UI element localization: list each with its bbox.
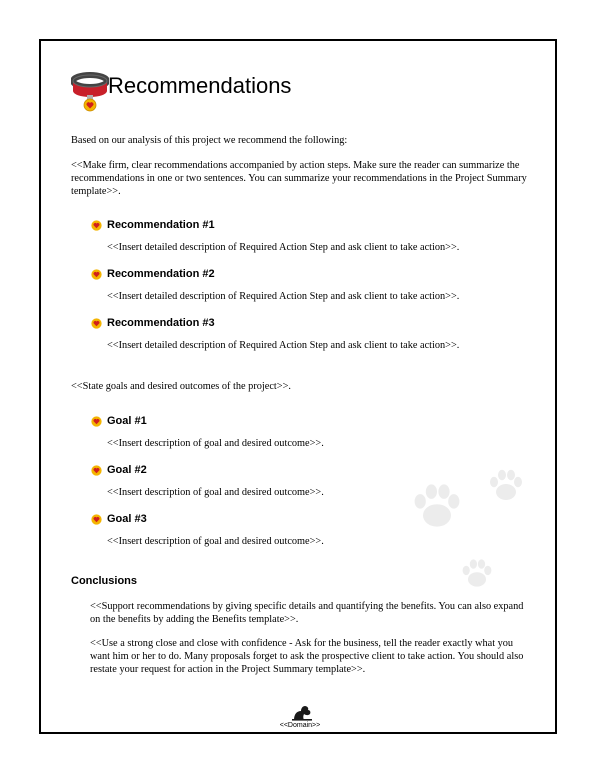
dog-bone-logo-icon (290, 705, 314, 721)
goal-title: Goal #2 (107, 464, 147, 476)
recommendation-description: <<Insert detailed description of Required Action Step and ask client to take action>>. (107, 291, 460, 302)
goal-description: <<Insert description of goal and desired outcome>>. (107, 487, 324, 498)
instruction-paragraph: <<Make firm, clear recommendations accompanied by action steps. Make sure the reader can summarize the recommendations in one or two sentences. You can summarize your recommendations in the Project Summary template>>. (71, 160, 527, 197)
document-page (39, 39, 557, 734)
recommendation-description: <<Insert detailed description of Required Action Step and ask client to take action>>. (107, 242, 460, 253)
paw-print-icon (459, 556, 495, 592)
goals-intro-paragraph: <<State goals and desired outcomes of the project>>. (71, 381, 291, 392)
conclusions-paragraph: <<Support recommendations by giving specific details and quantifying the benefits. You can also expand on the benefits by adding the Benefits template>>. (90, 601, 524, 625)
goal-title: Goal #3 (107, 513, 147, 525)
paw-print-icon (486, 466, 526, 506)
heart-bullet-icon (91, 416, 102, 427)
heart-bullet-icon (91, 514, 102, 525)
conclusions-heading: Conclusions (71, 575, 138, 587)
conclusions-paragraph: <<Use a strong close and close with confidence - Ask for the business, tell the reader exactly what you want him or her to do. Many proposals forget to ask the prospective client to take action. You should also restate your request for action in the Project Summary template>>. (90, 638, 524, 675)
heart-bullet-icon (91, 220, 102, 231)
heart-bullet-icon (91, 465, 102, 476)
footer-domain-label: <<Domain>> (279, 722, 321, 729)
paw-print-icon (409, 479, 465, 535)
heart-bullet-icon (91, 269, 102, 280)
recommendation-title: Recommendation #2 (107, 268, 215, 280)
recommendation-title: Recommendation #3 (107, 317, 215, 329)
intro-paragraph: Based on our analysis of this project we recommend the following: (71, 135, 348, 146)
recommendation-description: <<Insert detailed description of Required Action Step and ask client to take action>>. (107, 340, 460, 351)
goal-description: <<Insert description of goal and desired outcome>>. (107, 438, 324, 449)
page-title: Recommendations (108, 73, 292, 98)
heart-bullet-icon (91, 318, 102, 329)
goal-title: Goal #1 (107, 415, 147, 427)
goal-description: <<Insert description of goal and desired outcome>>. (107, 536, 324, 547)
dog-collar-icon (71, 69, 109, 115)
recommendation-title: Recommendation #1 (107, 219, 215, 231)
